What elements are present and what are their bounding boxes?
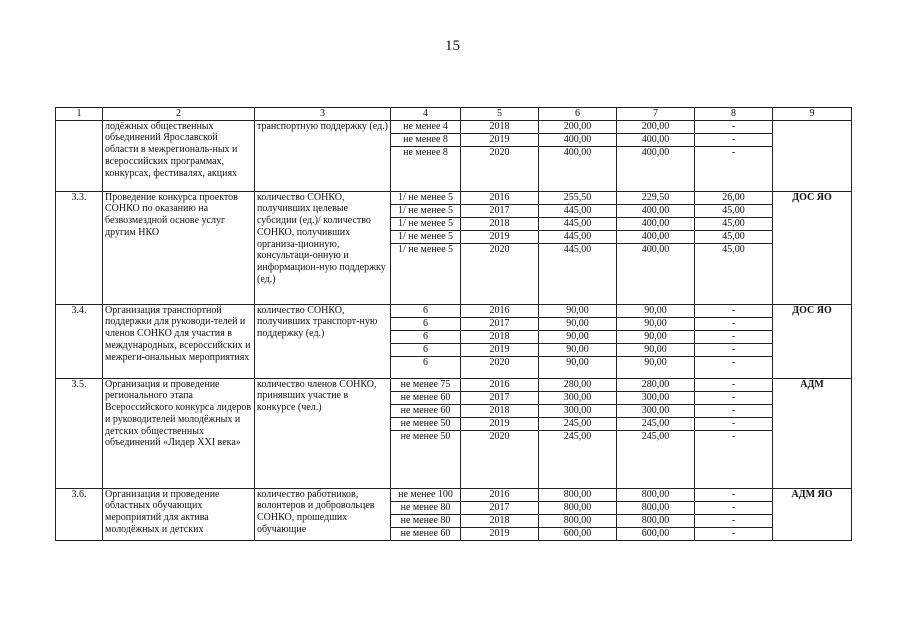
funding-total: 400,00 [539, 133, 617, 146]
target-value: 1/ не менее 5 [391, 204, 461, 217]
target-value: не менее 100 [391, 488, 461, 501]
funding-other: - [695, 133, 773, 146]
year: 2019 [461, 343, 539, 356]
funding-total: 800,00 [539, 501, 617, 514]
year: 2019 [461, 417, 539, 430]
funding-total: 90,00 [539, 343, 617, 356]
target-value: не менее 75 [391, 378, 461, 391]
row-number: 3.5. [56, 378, 103, 488]
funding-other: 45,00 [695, 217, 773, 230]
funding-other: - [695, 430, 773, 488]
target-value: 6 [391, 330, 461, 343]
year: 2019 [461, 527, 539, 540]
funding-other: - [695, 120, 773, 133]
column-header: 7 [617, 108, 695, 121]
target-value: не менее 50 [391, 417, 461, 430]
year: 2018 [461, 120, 539, 133]
year: 2020 [461, 146, 539, 191]
page-number: 15 [445, 38, 460, 54]
indicator-name: количество СОНКО, получивших целевые субсидии (ед.)/ количество СОНКО, получивших организа-ционную, консультаци-онную и информацион-ную поддержку (ед.) [255, 191, 391, 304]
target-value: 1/ не менее 5 [391, 191, 461, 204]
responsible-executor: ДОС ЯО [773, 304, 852, 378]
program-table [55, 107, 852, 541]
funding-other: - [695, 317, 773, 330]
funding-regional: 300,00 [617, 404, 695, 417]
column-header: 4 [391, 108, 461, 121]
year: 2018 [461, 404, 539, 417]
funding-regional: 800,00 [617, 488, 695, 501]
funding-regional: 800,00 [617, 514, 695, 527]
year: 2017 [461, 204, 539, 217]
funding-regional: 280,00 [617, 378, 695, 391]
funding-regional: 300,00 [617, 391, 695, 404]
funding-regional: 90,00 [617, 304, 695, 317]
funding-other: - [695, 146, 773, 191]
funding-regional: 229,50 [617, 191, 695, 204]
responsible-executor [773, 120, 852, 191]
funding-total: 280,00 [539, 378, 617, 391]
responsible-executor: ДОС ЯО [773, 191, 852, 304]
column-header: 6 [539, 108, 617, 121]
year: 2018 [461, 217, 539, 230]
funding-other: - [695, 527, 773, 540]
funding-other: - [695, 356, 773, 378]
row-number [56, 120, 103, 191]
funding-regional: 245,00 [617, 430, 695, 488]
measure-name: Проведение конкурса проектов СОНКО по оказанию на безвозмездной основе услуг другим НКО [103, 191, 255, 304]
year: 2018 [461, 330, 539, 343]
funding-other: 45,00 [695, 243, 773, 304]
table-row [56, 304, 852, 317]
row-number: 3.4. [56, 304, 103, 378]
funding-total: 800,00 [539, 488, 617, 501]
indicator-name: количество работников, волонтеров и добровольцев СОНКО, прошедших обучающие [255, 488, 391, 540]
funding-regional: 400,00 [617, 217, 695, 230]
funding-total: 800,00 [539, 514, 617, 527]
table-row [56, 488, 852, 501]
funding-regional: 90,00 [617, 317, 695, 330]
funding-total: 445,00 [539, 243, 617, 304]
measure-name: Организация транспортной поддержки для руководи-телей и членов СОНКО для участия в международных, всероссийских и межреги-ональных мероприятиях [103, 304, 255, 378]
target-value: не менее 4 [391, 120, 461, 133]
target-value: 1/ не менее 5 [391, 217, 461, 230]
indicator-name: количество членов СОНКО, принявших участие в конкурсе (чел.) [255, 378, 391, 488]
funding-regional: 400,00 [617, 204, 695, 217]
target-value: не менее 8 [391, 146, 461, 191]
year: 2019 [461, 230, 539, 243]
year: 2019 [461, 133, 539, 146]
indicator-name: транспортную поддержку (ед.) [255, 120, 391, 191]
row-number: 3.6. [56, 488, 103, 540]
column-header: 9 [773, 108, 852, 121]
header-row [56, 108, 852, 121]
table-row [56, 378, 852, 391]
target-value: не менее 60 [391, 391, 461, 404]
funding-regional: 400,00 [617, 243, 695, 304]
year: 2017 [461, 501, 539, 514]
column-header: 1 [56, 108, 103, 121]
year: 2020 [461, 356, 539, 378]
year: 2016 [461, 304, 539, 317]
funding-other: - [695, 343, 773, 356]
funding-total: 90,00 [539, 330, 617, 343]
funding-regional: 90,00 [617, 356, 695, 378]
measure-name: Организация и проведение регионального этапа Всероссийского конкурса лидеров и руководителей молодёжных и детских общественных объединений «Лидер XXI века» [103, 378, 255, 488]
funding-other: - [695, 501, 773, 514]
year: 2016 [461, 488, 539, 501]
funding-other: - [695, 488, 773, 501]
funding-regional: 90,00 [617, 330, 695, 343]
funding-other: - [695, 304, 773, 317]
year: 2020 [461, 243, 539, 304]
responsible-executor: АДМ ЯО [773, 488, 852, 540]
column-header: 2 [103, 108, 255, 121]
funding-total: 90,00 [539, 304, 617, 317]
year: 2017 [461, 317, 539, 330]
funding-total: 300,00 [539, 404, 617, 417]
funding-regional: 800,00 [617, 501, 695, 514]
funding-total: 245,00 [539, 417, 617, 430]
funding-total: 90,00 [539, 317, 617, 330]
funding-total: 400,00 [539, 146, 617, 191]
funding-other: 45,00 [695, 204, 773, 217]
funding-regional: 200,00 [617, 120, 695, 133]
funding-total: 300,00 [539, 391, 617, 404]
row-number: 3.3. [56, 191, 103, 304]
funding-regional: 400,00 [617, 146, 695, 191]
funding-total: 90,00 [539, 356, 617, 378]
funding-regional: 400,00 [617, 230, 695, 243]
column-header: 8 [695, 108, 773, 121]
funding-total: 600,00 [539, 527, 617, 540]
funding-regional: 90,00 [617, 343, 695, 356]
funding-total: 445,00 [539, 217, 617, 230]
funding-other: - [695, 514, 773, 527]
target-value: не менее 8 [391, 133, 461, 146]
target-value: 6 [391, 304, 461, 317]
target-value: не менее 60 [391, 527, 461, 540]
funding-total: 200,00 [539, 120, 617, 133]
responsible-executor: АДМ [773, 378, 852, 488]
year: 2017 [461, 391, 539, 404]
indicator-name: количество СОНКО, получивших транспорт-ную поддержку (ед.) [255, 304, 391, 378]
funding-total: 445,00 [539, 230, 617, 243]
year: 2018 [461, 514, 539, 527]
funding-other: 26,00 [695, 191, 773, 204]
year: 2020 [461, 430, 539, 488]
table-row [56, 191, 852, 204]
funding-other: - [695, 404, 773, 417]
funding-total: 255,50 [539, 191, 617, 204]
measure-name: Организация и проведение областных обучающих мероприятий для актива молодёжных и детских [103, 488, 255, 540]
funding-other: 45,00 [695, 230, 773, 243]
funding-other: - [695, 417, 773, 430]
target-value: не менее 80 [391, 514, 461, 527]
target-value: 1/ не менее 5 [391, 243, 461, 304]
target-value: 6 [391, 343, 461, 356]
funding-total: 445,00 [539, 204, 617, 217]
column-header: 5 [461, 108, 539, 121]
target-value: не менее 80 [391, 501, 461, 514]
year: 2016 [461, 378, 539, 391]
target-value: 6 [391, 317, 461, 330]
column-header: 3 [255, 108, 391, 121]
funding-other: - [695, 391, 773, 404]
funding-regional: 245,00 [617, 417, 695, 430]
table-row [56, 120, 852, 133]
funding-regional: 600,00 [617, 527, 695, 540]
funding-total: 245,00 [539, 430, 617, 488]
year: 2016 [461, 191, 539, 204]
funding-regional: 400,00 [617, 133, 695, 146]
target-value: не менее 60 [391, 404, 461, 417]
target-value: 6 [391, 356, 461, 378]
funding-other: - [695, 378, 773, 391]
target-value: не менее 50 [391, 430, 461, 488]
target-value: 1/ не менее 5 [391, 230, 461, 243]
funding-other: - [695, 330, 773, 343]
measure-name: лодёжных общественных объединений Ярославской области в межрегиональ-ных и всероссийских программах, конкурсах, фестивалях, акциях [103, 120, 255, 191]
